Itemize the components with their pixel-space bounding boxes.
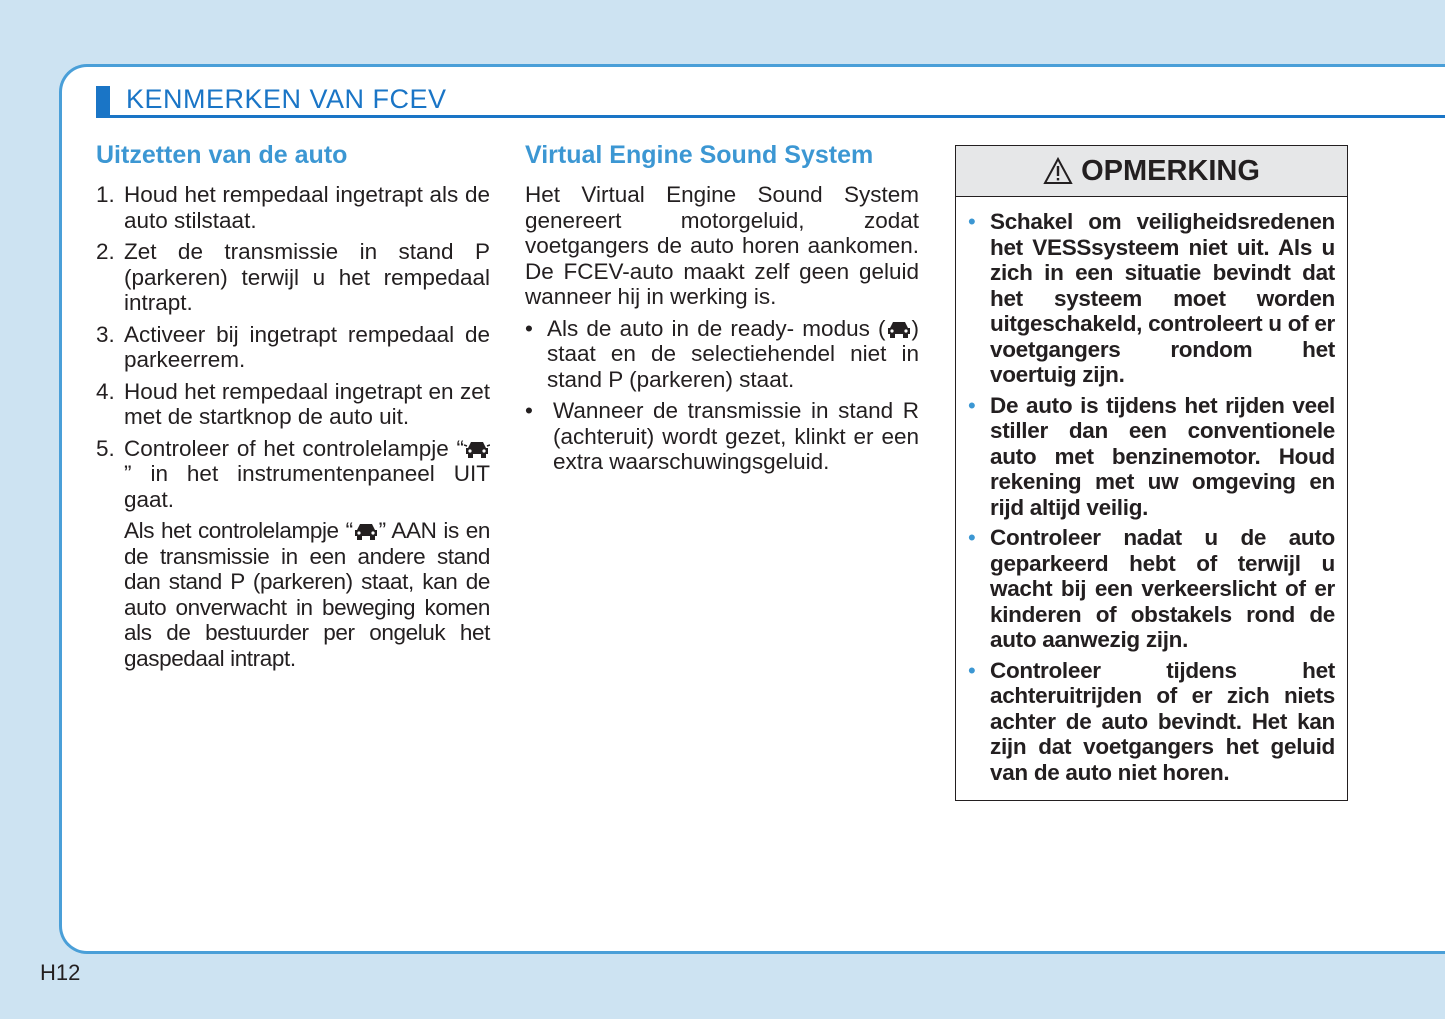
step-text: Zet de transmissie in stand P (parkeren) terwijl u het rempedaal intrapt. bbox=[124, 239, 490, 315]
bullet: • bbox=[968, 209, 976, 234]
vess-bullet-2 bbox=[525, 398, 919, 475]
column-vess bbox=[525, 140, 919, 481]
column-turn-off bbox=[96, 140, 490, 671]
step-text: Houd het rempedaal ingetrapt en zet met de startknop de auto uit. bbox=[124, 378, 490, 429]
notice-title: OPMERKING bbox=[1081, 154, 1260, 187]
step-number: 1. bbox=[96, 182, 115, 207]
notice-item-text: De auto is tijdens het rijden veel stiller dan een conventionele auto met benzinemotor. Houd rekening met uw omgeving en rijd altijd veilig. bbox=[990, 392, 1335, 520]
vess-indicator-icon bbox=[464, 439, 490, 459]
step-text: Houd het rempedaal ingetrapt als de auto stilstaat. bbox=[124, 182, 490, 233]
vess-intro: Het Virtual Engine Sound System genereert motorgeluid, zodat voetgangers de auto horen aankomen. De FCEV-auto maakt zelf geen geluid wanneer hij in werking is. bbox=[525, 182, 919, 309]
bullet-text: Als de auto in de ready- modus ( ) staat en de selectiehendel niet in stand P (parkeren) staat. bbox=[547, 315, 919, 392]
notice-item-text: Controleer tijdens het achteruitrijden of er zich niets achter de auto bevindt. Het kan zijn dat voetgangers het geluid van de auto niet horen. bbox=[990, 657, 1335, 785]
step-number: 4. bbox=[96, 378, 115, 404]
heading-turn-off: Uitzetten van de auto bbox=[96, 141, 348, 169]
heading-vess: Virtual Engine Sound System bbox=[525, 141, 874, 169]
step-5 bbox=[96, 436, 490, 513]
bullet: • bbox=[968, 657, 976, 683]
warning-note: Als het controlelampje “ ” AAN is en de transmissie in een andere stand dan stand P (parkeren) staat, kan de auto onverwacht in beweging komen als de bestuurder per ongeluk het gaspedaal intrapt. bbox=[124, 518, 490, 671]
warning-triangle-icon bbox=[1043, 157, 1073, 185]
notice-body bbox=[956, 197, 1347, 785]
step-number: 2. bbox=[96, 239, 115, 264]
notice-box bbox=[955, 145, 1348, 801]
notice-item-text: Controleer nadat u de auto geparkeerd hebt of terwijl u wacht bij een verkeerslicht of er kinderen of obstakels rond de auto aanwezig zijn. bbox=[990, 525, 1335, 652]
notice-header bbox=[956, 146, 1347, 197]
step-text: Activeer bij ingetrapt rempedaal de parkeerrem. bbox=[124, 321, 490, 372]
bullet: • bbox=[968, 525, 976, 550]
notice-item bbox=[968, 525, 1335, 653]
step-4 bbox=[96, 379, 490, 430]
header-accent-bar bbox=[96, 86, 110, 116]
section-title: KENMERKEN VAN FCEV bbox=[126, 84, 447, 114]
notice-item bbox=[968, 393, 1335, 521]
step-1 bbox=[96, 182, 490, 233]
bullet: • bbox=[525, 398, 533, 423]
vess-indicator-icon bbox=[353, 521, 379, 541]
step-text: Controleer of het controlelampje “” in het instrumentenpaneel UIT gaat. bbox=[124, 435, 490, 512]
step-3 bbox=[96, 322, 490, 373]
bullet: • bbox=[525, 315, 533, 341]
notice-item bbox=[968, 658, 1335, 786]
notice-item bbox=[968, 209, 1335, 388]
header-rule bbox=[96, 115, 1445, 118]
bullet-text: Wanneer de transmissie in stand R (achteruit) wordt gezet, klinkt er een extra waarschuwingsgeluid. bbox=[553, 398, 919, 474]
vess-indicator-icon bbox=[886, 319, 912, 339]
bullet: • bbox=[968, 392, 976, 418]
step-number: 3. bbox=[96, 321, 115, 347]
step-number: 5. bbox=[96, 435, 115, 461]
notice-item-text: Schakel om veiligheidsredenen het VESSsysteem niet uit. Als u zich in een situatie bevindt dat het systeem moet worden uitgeschakeld, controleert u of er voetgangers rondom het voertuig zijn. bbox=[990, 209, 1335, 387]
vess-bullet-1 bbox=[525, 316, 919, 393]
page-number: H12 bbox=[40, 960, 81, 985]
step-2 bbox=[96, 239, 490, 316]
